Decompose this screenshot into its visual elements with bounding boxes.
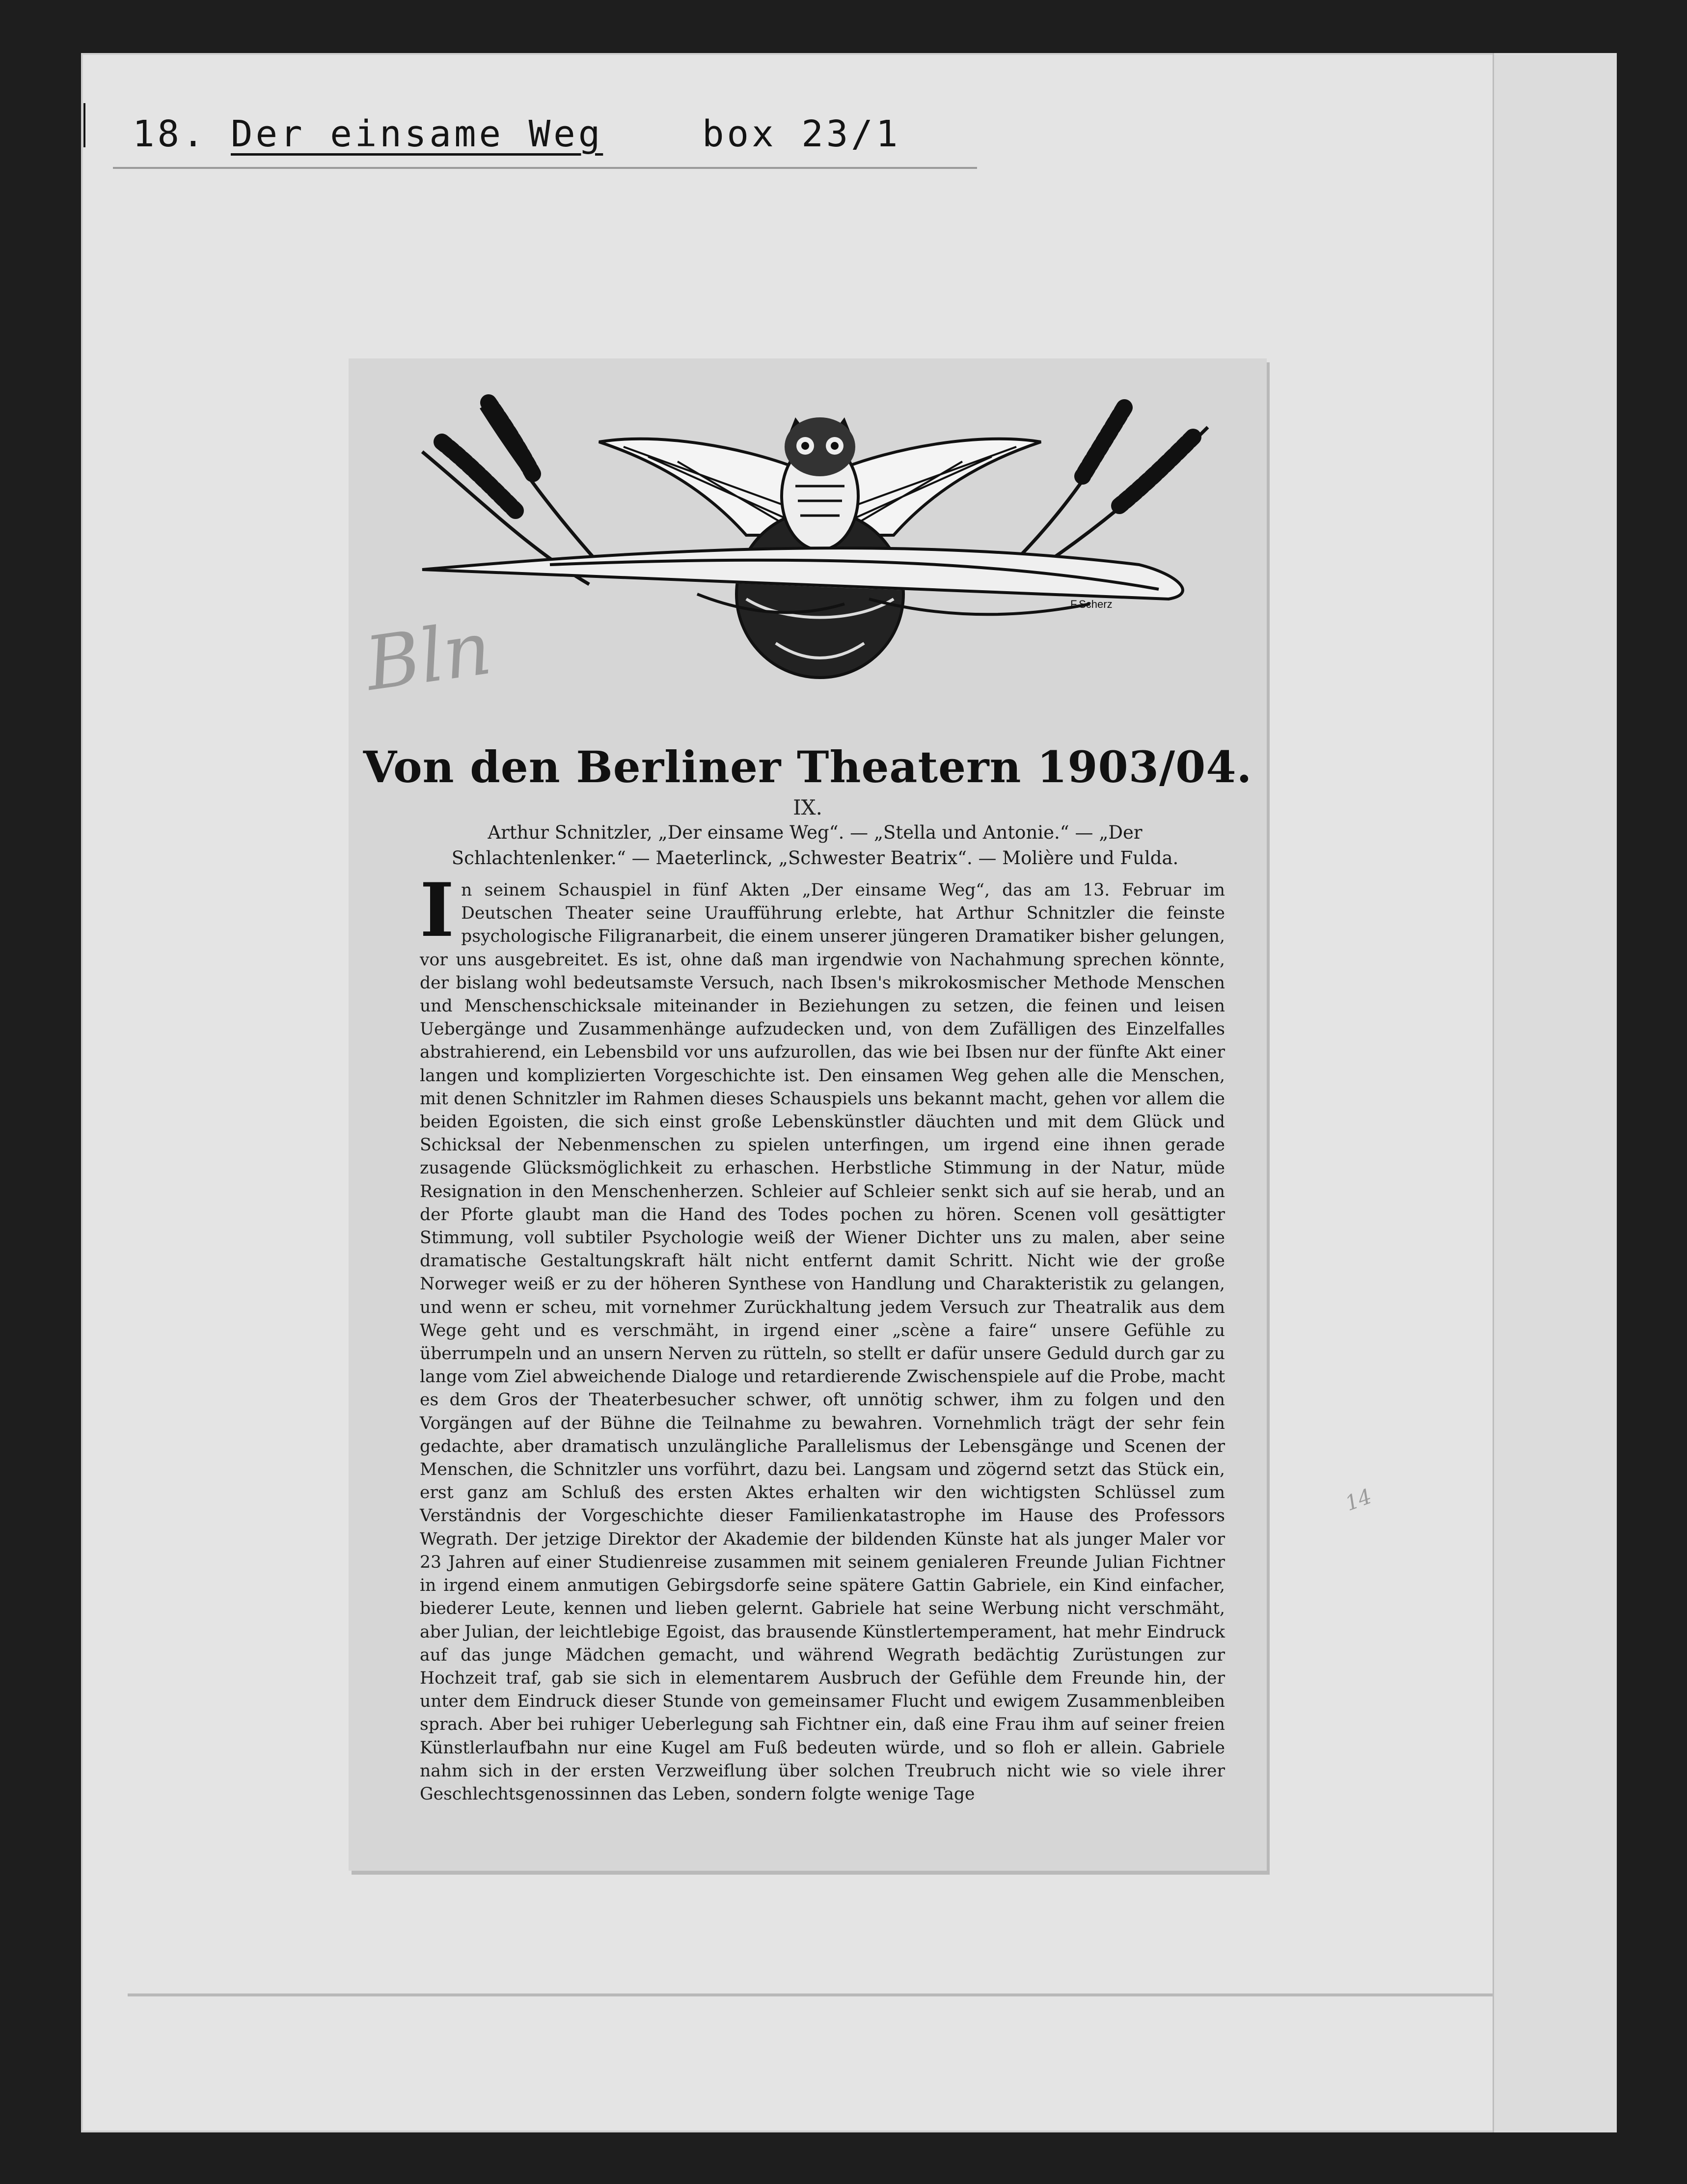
- right-wheat-icon: [1011, 403, 1208, 579]
- owl-icon: [782, 417, 858, 550]
- label-number: 18.: [133, 113, 207, 155]
- article-body-text: n seinem Schauspiel in fünf Akten „Der einsame Weg“, das am 13. Februar im Deutschen Theater seine Uraufführung erlebte, hat Arthur Schnitzler die feinste psychologische Filigranarbeit, die einem unserer jüngeren Dramatiker bisher gelungen, vor uns ausgebreitet. Es ist, ohne daß man irgendwie von Nachahmung sprechen könnte, der bislang wohl bedeutsamste Versuch, nach Ibsen's mikrokosmischer Methode Menschen und Menschenschicksale miteinander in Beziehungen zu setzen, die feinen und leisen Uebergänge und Zusammenhänge aufzudecken und, von dem Zufälligen des Einzelfalles abstrahierend, ein Lebensbild vor uns aufzurollen, das wie bei Ibsen nur der fünfte Akt einer langen und komplizierten Vorgeschichte ist. Den einsamen Weg gehen alle die Menschen, mit denen Schnitzler im Rahmen dieses Schauspiels uns bekannt macht, gehen vor allem die beiden Egoisten, die sich einst große Lebenskünstler däuchten und mit dem Glück und Schicksal der Nebenmenschen zu spielen unterfingen, um irgend eine ihnen gerade zusagende Glücksmöglichkeit zu erhaschen. Herbstliche Stimmung in der Natur, müde Resignation in den Menschenherzen. Schleier auf Schleier senkt sich auf sie herab, und an der Pforte glaubt man die Hand des Todes pochen zu hören. Scenen voll gesättigter Stimmung, voll subtiler Psychologie weiß der Wiener Dichter uns zu malen, aber seine dramatische Gestaltungskraft hält nicht entfernt damit Schritt. Nicht wie der große Norweger weiß er zu der höheren Synthese von Handlung und Charakteristik zu gelangen, und wenn er scheu, mit vornehmer Zurückhaltung jedem Versuch zur Theatralik aus dem Wege geht und es verschmäht, in irgend einer „scène a faire“ unsere Gefühle zu überrumpeln und an unsern Nerven zu rütteln, so stellt er dafür unsere Geduld durch gar zu lange vom Ziel abweichende Dialoge und retardierende Zwischenspiele auf die Probe, macht es dem Gros der Theaterbesucher schwer, oft unnötig schwer, ihm zu folgen und den Vorgängen auf der Bühne die Teilnahme zu bewahren. Vornehmlich trägt der sehr fein gedachte, aber dramatisch unzulängliche Parallelismus der Lebensgänge und Scenen der Menschen, die Schnitzler uns vorführt, dazu bei. Langsam und zögernd setzt das Stück ein, erst ganz am Schluß des ersten Aktes erhalten wir den wichtigsten Schlüssel zum Verständnis der Vorgeschichte dieser Familienkatastrophe im Hause des Professors Wegrath. Der jetzige Direktor der Akademie der bildenden Künste hat als junger Maler vor 23 Jahren auf einer Studienreise zusammen mit seinem genialeren Freunde Julian Fichtner in irgend einem anmutigen Gebirgsdorfe seine spätere Gattin Gabriele, ein Kind einfacher, biederer Leute, kennen und lieben gelernt. Gabriele hat seine Werbung nicht verschmäht, aber Julian, der leichtlebige Egoist, das brausende Künstlertemperament, hat mehr Eindruck auf das junge Mädchen gemacht, und während Wegrath bedächtig Zurüstungen zur Hochzeit traf, gab sie sich in elementarem Ausbruch der Gefühle dem Freunde hin, der unter dem Eindruck dieser Stunde von gemeinsamer Flucht und ewigem Zusammenbleiben sprach. Aber bei ruhiger Ueberlegung sah Fichtner ein, daß eine Frau ihm auf seiner freien Künstlerlaufbahn nur eine Kugel am Fuß bedeuten würde, und so floh er allein. Gabriele nahm sich in der ersten Verzweiflung über solchen Treubruch nicht wie so viele ihrer Geschlechtsgenossinnen das Leben, sondern folgte wenige Tage: [420, 880, 1225, 1804]
- label-title: Der einsame Weg: [231, 113, 603, 155]
- article-part-number: IX.: [793, 795, 822, 819]
- article-byline: Arthur Schnitzler, „Der einsame Weg“. — „Stella und Antonie.“ — „Der Schlachtenlenker.“ — Maeterlinck, „Schwester Beatrix“. — Molière und Fulda.: [451, 822, 1179, 869]
- article-heading: Von den Berliner Theatern 1903/04.: [363, 741, 1252, 792]
- pencil-annotation: Bln: [360, 605, 496, 708]
- label-box: box 23/1: [702, 113, 901, 155]
- label-tick-mark: [83, 103, 85, 147]
- label-underline-rule: [113, 167, 977, 169]
- mounting-sheet-edge: [1493, 53, 1617, 2132]
- article-body: [420, 867, 1225, 1806]
- margin-pencil-mark: 14: [1342, 1484, 1375, 1516]
- illustration-signature: F.Scherz: [1070, 598, 1113, 610]
- mounting-sheet-fold: [128, 1993, 1493, 1996]
- newspaper-clipping: [349, 358, 1267, 1871]
- article-initial: I: [420, 867, 455, 954]
- archive-label: [83, 103, 918, 172]
- owl-vignette-illustration: [403, 388, 1227, 702]
